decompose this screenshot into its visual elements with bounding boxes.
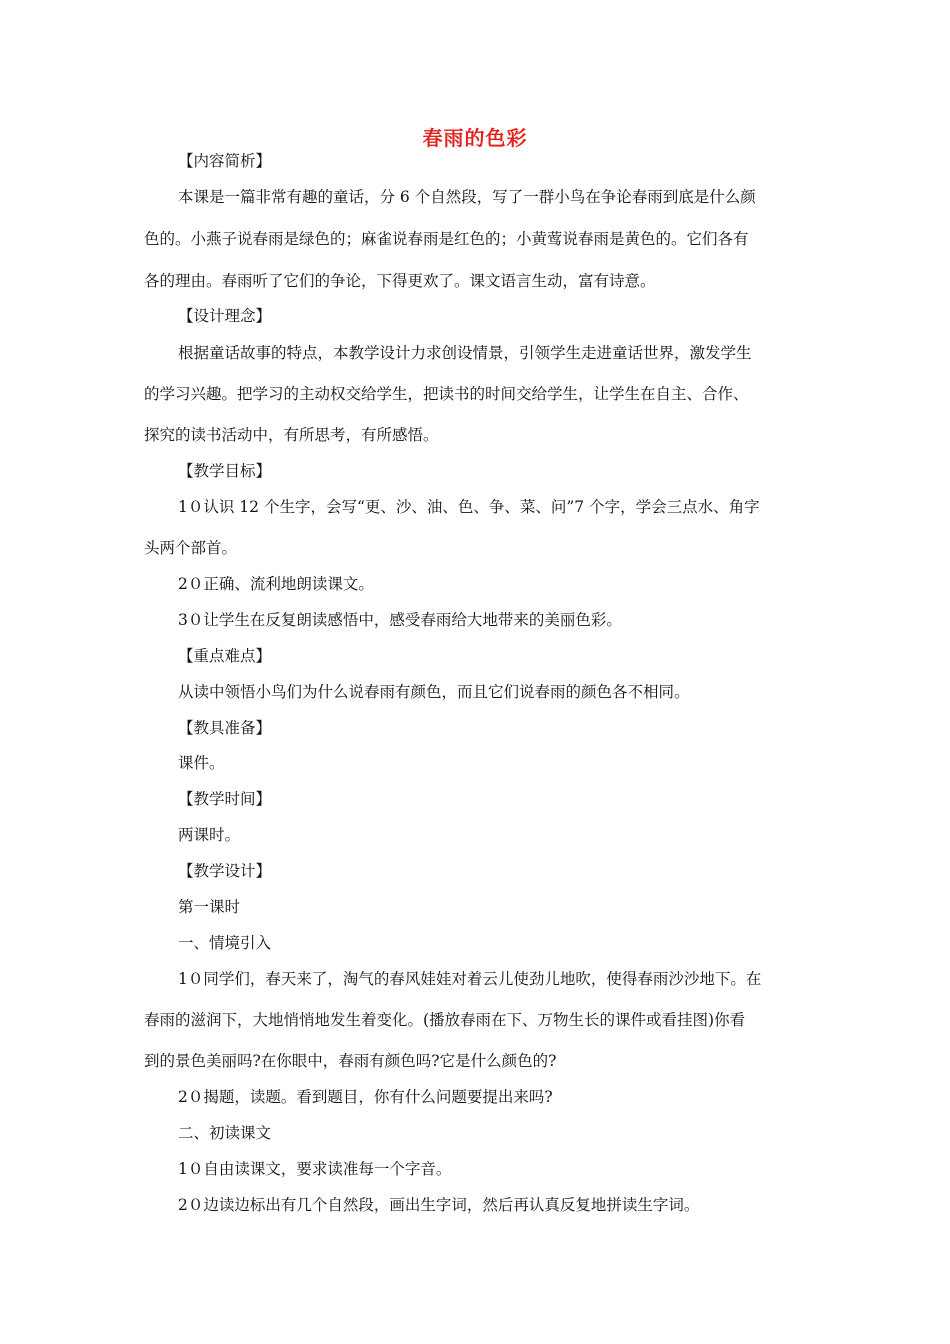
paragraph-line: 2０正确、流利地朗读课文。 [178,575,374,593]
paragraph-line: 3０让学生在反复朗读感悟中，感受春雨给大地带来的美丽色彩。 [178,611,622,629]
section-heading-teaching-time: 【教学时间】 [178,790,272,808]
paragraph-line: 两课时。 [178,826,241,844]
paragraph-line: 的学习兴趣。把学习的主动权交给学生，把读书的时间交给学生，让学生在自主、合作、 [144,385,749,403]
paragraph-line: 本课是一篇非常有趣的童话，分 6 个自然段，写了一群小鸟在争论春雨到底是什么颜 [178,188,756,206]
section-heading-design-concept: 【设计理念】 [178,307,272,325]
section-heading-key-points: 【重点难点】 [178,647,272,665]
paragraph-line: 从读中领悟小鸟们为什么说春雨有颜色，而且它们说春雨的颜色各不相同。 [178,683,690,701]
paragraph-line: 2０揭题，读题。看到题目，你有什么问题要提出来吗? [178,1088,553,1106]
section-heading-content-analysis: 【内容简析】 [178,152,272,170]
paragraph-line: 1０认识 12 个生字，会写“更、沙、油、色、争、菜、问”7 个字，学会三点水、角字 [178,498,760,516]
paragraph-line: 课件。 [178,754,225,772]
paragraph-line: 根据童话故事的特点，本教学设计力求创设情景，引领学生走进童话世界，激发学生 [178,344,752,362]
paragraph-line: 各的理由。春雨听了它们的争论，下得更欢了。课文语言生动，富有诗意。 [144,272,656,290]
paragraph-line: 1０同学们，春天来了，淘气的春风娃娃对着云儿使劲儿地吹，使得春雨沙沙地下。在 [178,970,762,988]
paragraph-line: 头两个部首。 [144,539,238,557]
subheading-first-lesson: 第一课时 [178,898,241,916]
document-title: 春雨的色彩 [422,126,528,150]
subheading-scene-intro: 一、情境引入 [178,934,272,952]
section-heading-teaching-design: 【教学设计】 [178,862,272,880]
section-heading-teaching-goals: 【教学目标】 [178,462,272,480]
paragraph-line: 2０边读边标出有几个自然段，画出生字词，然后再认真反复地拼读生字词。 [178,1196,700,1214]
paragraph-line: 到的景色美丽吗?在你眼中，春雨有颜色吗?它是什么颜色的? [144,1052,557,1070]
paragraph-line: 色的。小燕子说春雨是绿色的；麻雀说春雨是红色的；小黄莺说春雨是黄色的。它们各有 [144,230,749,248]
subheading-first-reading: 二、初读课文 [178,1124,272,1142]
paragraph-line: 探究的读书活动中，有所思考，有所感悟。 [144,426,439,444]
paragraph-line: 1０自由读课文，要求读准每一个字音。 [178,1160,452,1178]
section-heading-teaching-aids: 【教具准备】 [178,719,272,737]
paragraph-line: 春雨的滋润下，大地悄悄地发生着变化。(播放春雨在下、万物生长的课件或看挂图)你看 [144,1011,746,1029]
